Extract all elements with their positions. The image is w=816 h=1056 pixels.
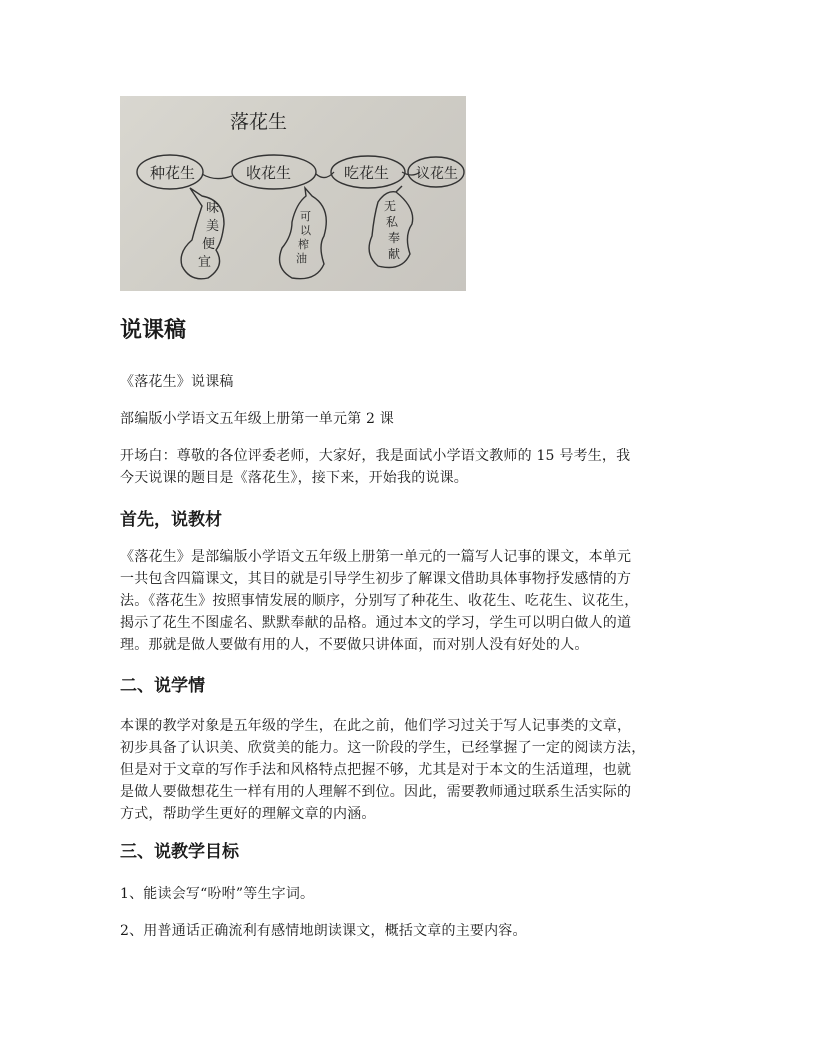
svg-text:以: 以 [300, 224, 311, 237]
mind-map-node-3: 吃花生 [344, 164, 390, 182]
branch-1-text [198, 201, 219, 270]
mind-map-photo [120, 96, 466, 291]
section-2-line: 但是对于文章的写作手法和风格特点把握不够，尤其是对于本文的生活道理，也就 [120, 762, 632, 778]
section-1-line: 一共包含四篇课文，其目的就是引导学生初步了解课文借助具体事物抒发感情的方 [120, 571, 632, 587]
subtitle: 《落花生》说课稿 [120, 374, 234, 390]
objective-item-2: 2、用普通话正确流利有感情地朗读课文，概括文章的主要内容。 [120, 923, 527, 939]
mind-map-node-1: 种花生 [150, 164, 196, 182]
svg-text:宜: 宜 [198, 255, 212, 270]
svg-text:无: 无 [384, 199, 397, 213]
svg-text:味: 味 [206, 201, 220, 216]
course-info: 部编版小学语文五年级上册第一单元第 2 课 [120, 411, 395, 427]
section-2-line: 本课的教学对象是五年级的学生，在此之前，他们学习过关于写人记事类的文章， [120, 718, 632, 734]
section-1-line: 法。《落花生》按照事情发展的顺序，分别写了种花生、收花生、吃花生、议花生， [120, 593, 639, 609]
section-2-line: 初步具备了认识美、欣赏美的能力。这一阶段的学生，已经掌握了一定的阅读方法， [120, 740, 646, 756]
section-2-line: 方式，帮助学生更好的理解文章的内涵。 [120, 806, 376, 822]
section-2-line: 是做人要做想花生一样有用的人理解不到位。因此，需要教师通过联系生活实际的 [120, 784, 632, 800]
svg-text:可: 可 [300, 210, 311, 223]
intro-line-1: 开场白：尊敬的各位评委老师，大家好，我是面试小学语文教师的 15 号考生，我 [120, 448, 631, 464]
svg-text:奉: 奉 [388, 231, 401, 245]
section-1-line: 理。那就是做人要做有用的人，不要做只讲体面，而对别人没有好处的人。 [120, 637, 589, 653]
svg-text:美: 美 [206, 219, 220, 234]
document-title: 说课稿 [120, 318, 187, 343]
branch-2-text [296, 210, 312, 265]
section-2-heading: 二、说学情 [120, 676, 205, 696]
intro-line-2: 今天说课的题目是《落花生》，接下来，开始我的说课。 [120, 470, 468, 486]
svg-text:便: 便 [202, 237, 216, 252]
mind-map-title: 落花生 [230, 111, 288, 133]
section-1-heading: 首先，说教材 [120, 510, 222, 530]
mind-map-node-2: 收花生 [246, 164, 292, 182]
svg-text:献: 献 [388, 247, 401, 261]
svg-text:榨: 榨 [298, 238, 309, 251]
section-3-heading: 三、说教学目标 [120, 842, 239, 862]
mind-map-node-4: 议花生 [416, 166, 458, 182]
section-1-line: 《落花生》是部编版小学语文五年级上册第一单元的一篇写人记事的课文，本单元 [120, 549, 632, 565]
svg-text:私: 私 [386, 215, 399, 229]
objective-item-1: 1、能读会写“吩咐”等生字词。 [120, 886, 315, 902]
svg-text:油: 油 [296, 252, 307, 265]
mind-map-drawing [120, 96, 466, 291]
branch-3-text [384, 199, 400, 261]
section-1-line: 揭示了花生不图虚名、默默奉献的品格。通过本文的学习，学生可以明白做人的道 [120, 615, 632, 631]
